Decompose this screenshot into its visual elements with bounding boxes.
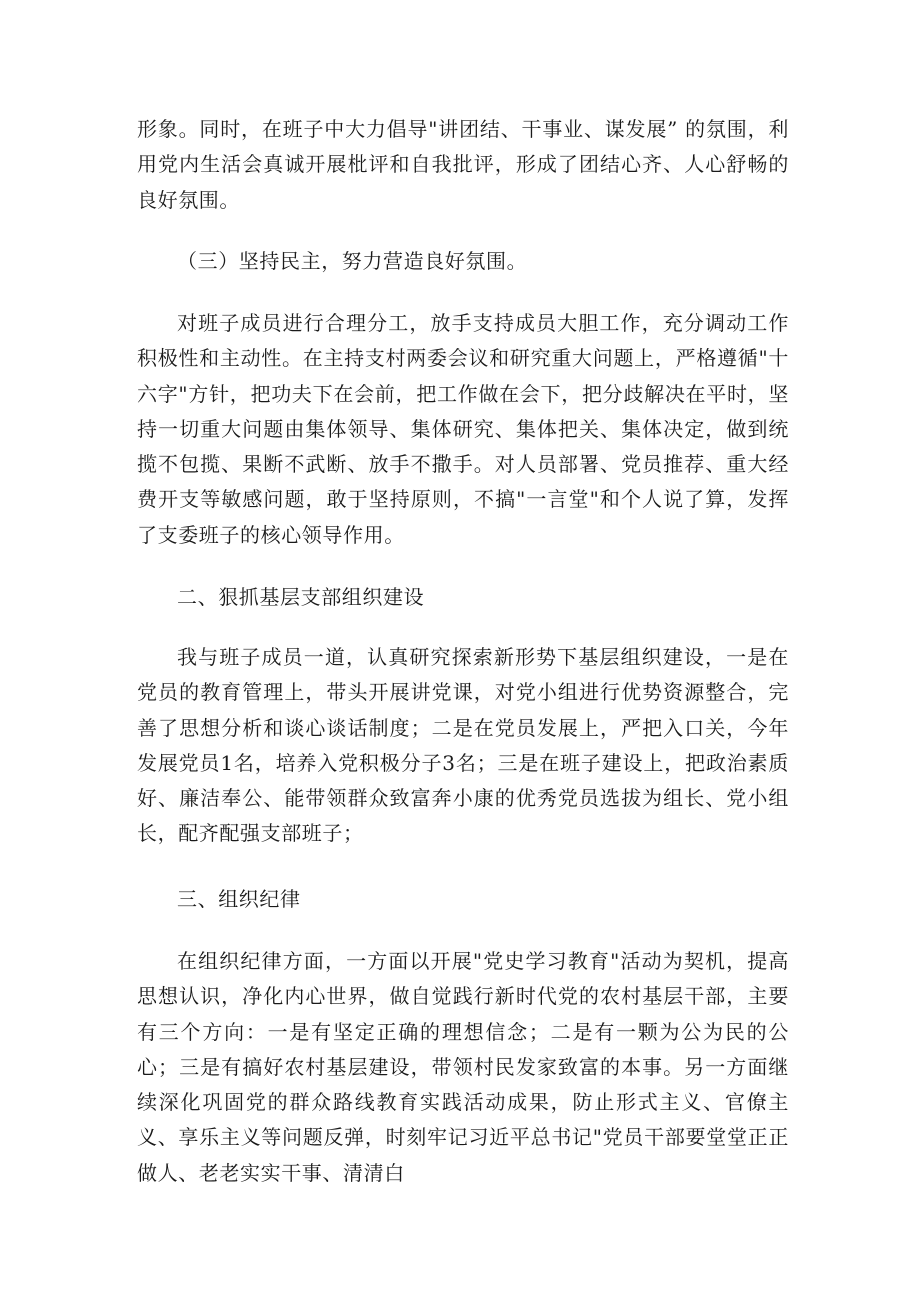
paragraph-continued: 形象。同时，在班子中大力倡导"讲团结、干事业、谋发展” 的氛围，利用党内生活会真诚开展枇评和自我批评，形成了团结心齐、人心舒畅的良好氛围。 [137, 117, 789, 212]
subsection-heading-democracy: （三）坚持民主，努力营造良好氛围。 [177, 249, 528, 273]
section-heading-discipline: 三、组织纪律 [177, 887, 301, 911]
section-heading-branch-building: 二、狠抓基层支部组织建设 [177, 585, 425, 609]
paragraph-discipline: 在组织纪律方面，一方面以开展"党史学习教育"活动为契机，提高思想认识，净化内心世界，做自觉践行新时代党的农村基层干部，主要有三个方向：一是有坚定正确的理想信念；二是有一颗为公为民的公心；三是有搞好农村基层建设，带领村民发家致富的本事。另一方面继续深化巩固党的群众路线教育实践活动成果，防止形式主义、官僚主义、享乐主义等问题反弹，时刻牢记习近平总书记"党员干部要堂堂正正做人、老老实实干事、清清白 [137, 949, 789, 1185]
paragraph-organization-building: 我与班子成员一道，认真研究探索新形势下基层组织建设，一是在党员的教育管理上，带头开展讲党课，对党小组进行优势资源整合，完善了思想分析和谈心谈话制度；二是在党员发展上，严把入口关，今年发展党员1名，培养入党积极分子3名；三是在班子建设上，把政治素质好、廉洁奉公、能带领群众致富奔小康的优秀党员选拔为组长、党小组长，配齐配强支部班子； [137, 645, 789, 846]
paragraph-division-of-work: 对班子成员进行合理分工，放手支持成员大胆工作，充分调动工作积极性和主动性。在主持支村两委会议和研究重大问题上，严格遵循"十六字"方针，把功夫下在会前，把工作做在会下，把分歧解决在平时，坚持一切重大问题由集体领导、集体研究、集体把关、集体决定，做到统揽不包揽、果断不武断、放手不撒手。对人员部署、党员推荐、重大经费开支等敏感问题，敢于坚持原则，不搞"一言堂"和个人说了算，发挥了支委班子的核心领导作用。 [137, 311, 789, 547]
